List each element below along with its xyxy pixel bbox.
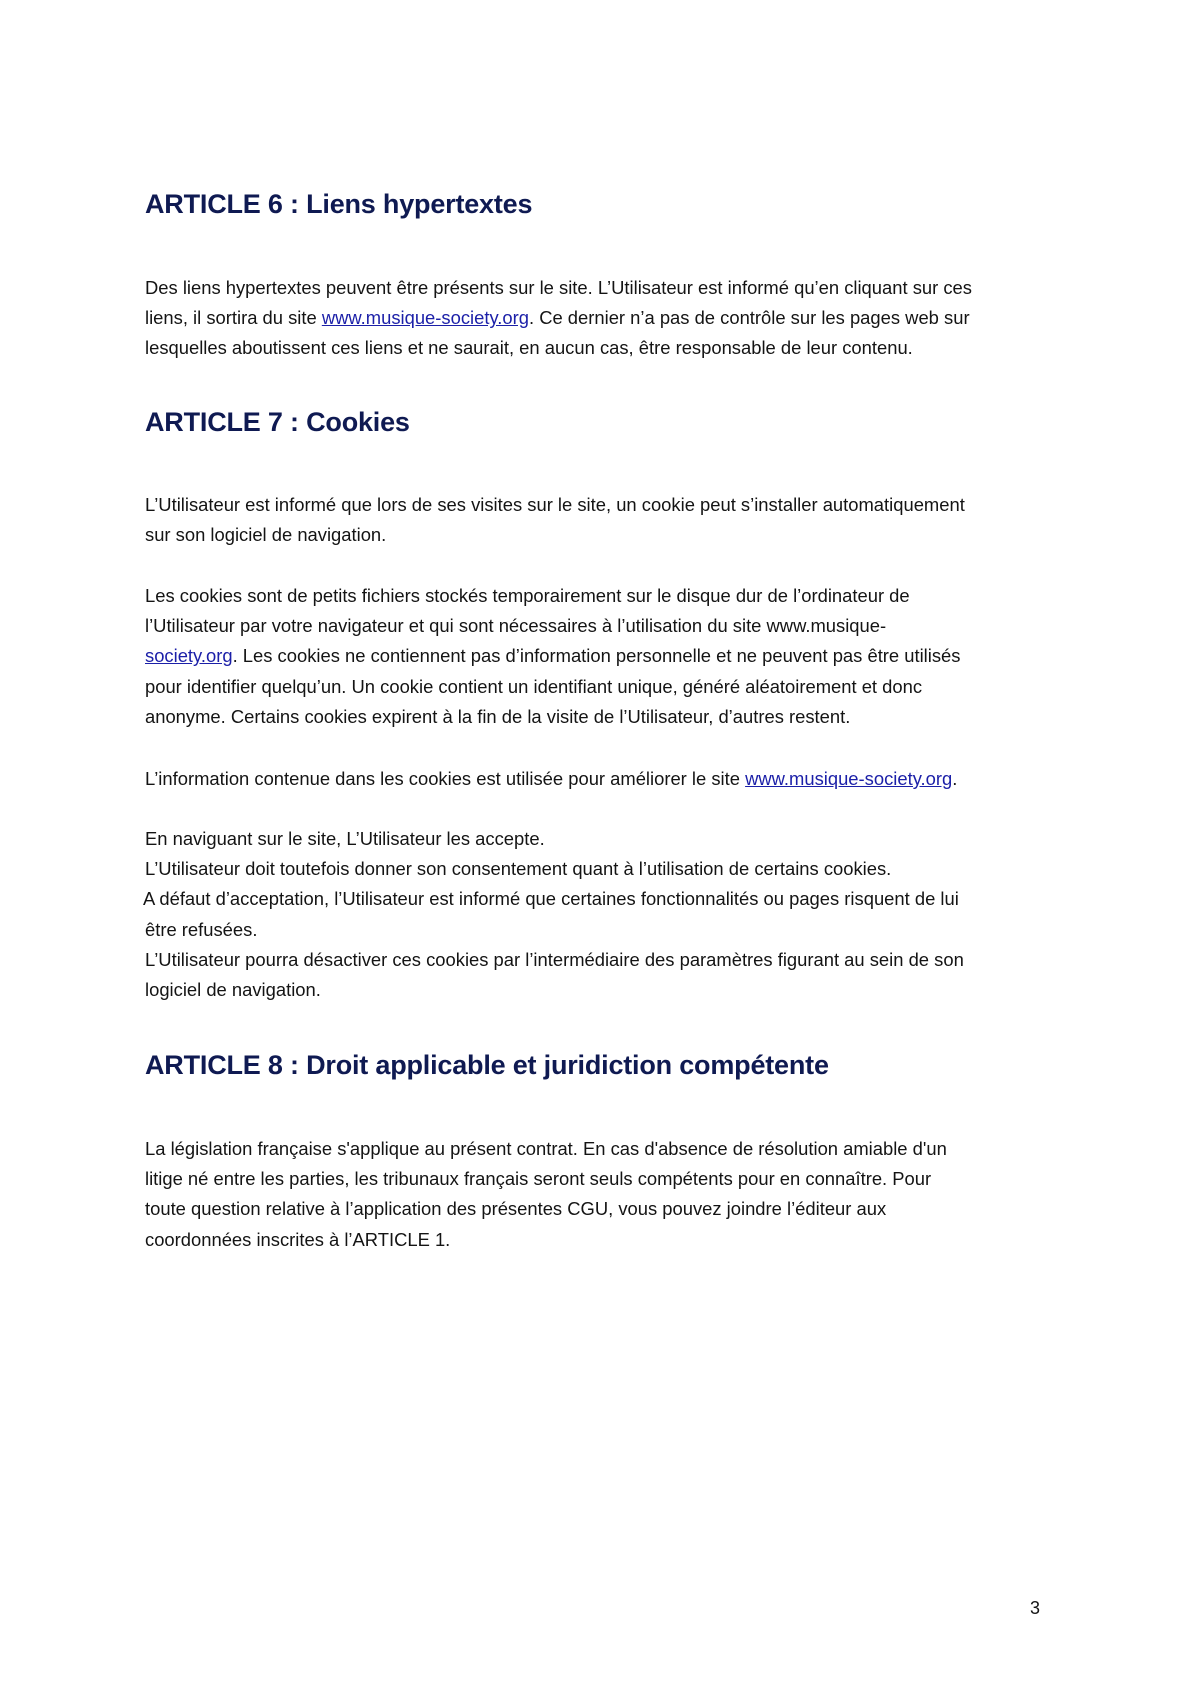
text-line: logiciel de navigation. xyxy=(145,979,321,1001)
article-8-paragraph xyxy=(145,1134,1065,1255)
text-line: être refusées. xyxy=(145,918,258,940)
article-7-heading: ARTICLE 7 : Cookies xyxy=(145,407,410,437)
text-line: En naviguant sur le site, L’Utilisateur les accepte. xyxy=(145,828,545,849)
musique-society-link[interactable]: www.musique-society.org xyxy=(745,768,953,789)
text-line: pour identifier quelqu’un. Un cookie contient un identifiant unique, généré aléatoirement et donc xyxy=(145,675,923,697)
article-7-paragraph-3 xyxy=(145,764,1065,794)
text-line: anonyme. Certains cookies expirent à la fin de la visite de l’Utilisateur, d’autres restent. xyxy=(145,705,851,727)
article-7-paragraph-4 xyxy=(145,824,1065,1005)
text-line: Les cookies sont de petits fichiers stockés temporairement sur le disque dur de l’ordinateur de xyxy=(145,585,910,606)
text-line: La législation française s'applique au présent contrat. En cas d'absence de résolution amiable d'un xyxy=(145,1138,947,1159)
article-8-heading: ARTICLE 8 : Droit applicable et juridiction compétente xyxy=(145,1050,829,1080)
text-line: coordonnées inscrites à l’ARTICLE 1. xyxy=(145,1228,451,1250)
article-7-paragraph-1 xyxy=(145,490,1065,550)
article-6-paragraph xyxy=(145,273,1065,364)
text-line xyxy=(145,641,1065,671)
text-line: L’Utilisateur est informé que lors de ses visites sur le site, un cookie peut s’installer automatiquement xyxy=(145,494,965,515)
text-line: L’Utilisateur pourra désactiver ces cookies par l’intermédiaire des paramètres figurant au sein de son xyxy=(145,948,964,970)
text-line xyxy=(145,764,1065,794)
text-fragment: . Les cookies ne contiennent pas d’information personnelle et ne peuvent pas être utilisés xyxy=(232,645,961,667)
text-line: sur son logiciel de navigation. xyxy=(145,524,387,546)
text-fragment: . xyxy=(952,768,958,789)
text-line: L’Utilisateur doit toutefois donner son consentement quant à l’utilisation de certains cookies. xyxy=(145,858,892,880)
text-line: A défaut d’acceptation, l’Utilisateur est informé que certaines fonctionnalités ou pages risquent de lui xyxy=(143,888,959,910)
text-fragment: . Ce dernier n’a pas de contrôle sur les pages web sur xyxy=(528,307,970,329)
text-line: Des liens hypertextes peuvent être présents sur le site. L’Utilisateur est informé qu’en cliquant sur ces xyxy=(145,277,972,298)
text-line xyxy=(145,303,1065,333)
page-number: 3 xyxy=(1030,1598,1041,1618)
article-6-heading: ARTICLE 6 : Liens hypertextes xyxy=(145,189,533,219)
text-fragment: L’information contenue dans les cookies est utilisée pour améliorer le site xyxy=(145,768,746,789)
society-org-link[interactable]: society.org xyxy=(145,645,233,667)
article-7-paragraph-2 xyxy=(145,581,1065,732)
text-line: litige né entre les parties, les tribunaux français seront seuls compétents pour en connaître. Pour xyxy=(145,1168,932,1190)
text-fragment: liens, il sortira du site xyxy=(145,307,322,329)
text-line: l’Utilisateur par votre navigateur et qui sont nécessaires à l’utilisation du site www.musique- xyxy=(145,615,887,637)
musique-society-link[interactable]: www.musique-society.org xyxy=(321,307,529,329)
text-line: toute question relative à l’application des présentes CGU, vous pouvez joindre l’éditeur aux xyxy=(145,1198,887,1220)
text-line: lesquelles aboutissent ces liens et ne saurait, en aucun cas, être responsable de leur contenu. xyxy=(145,337,913,359)
